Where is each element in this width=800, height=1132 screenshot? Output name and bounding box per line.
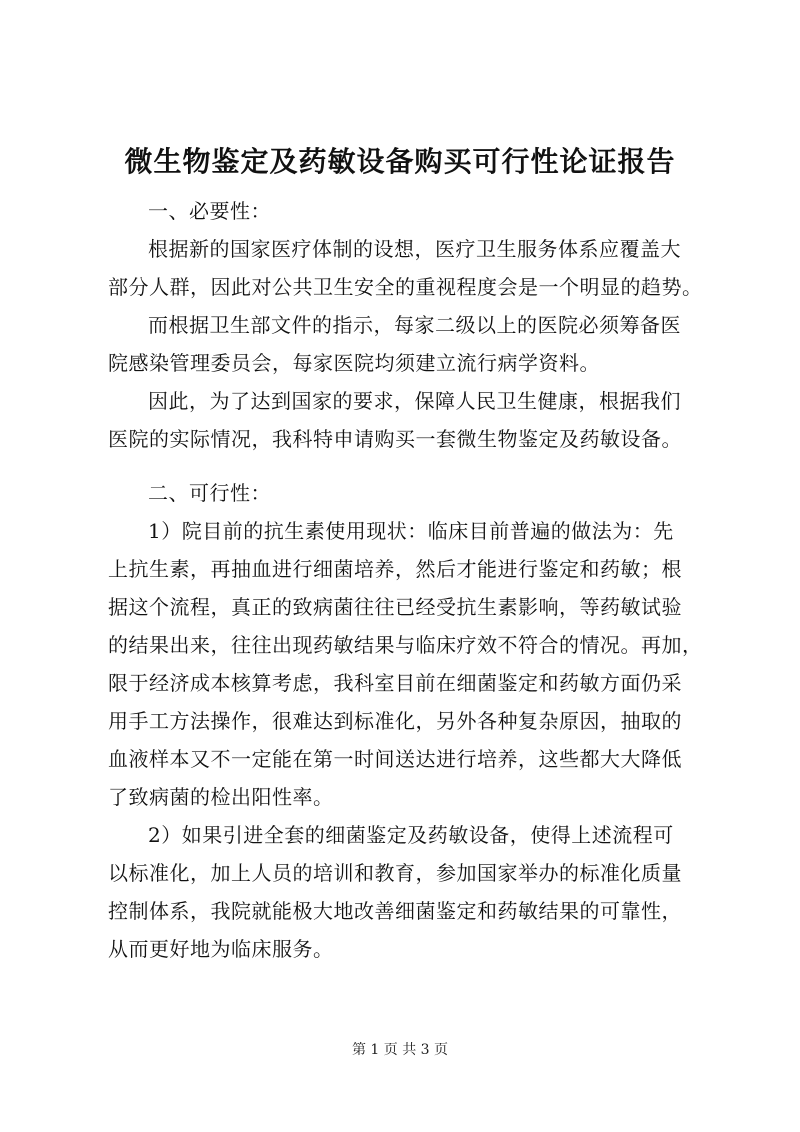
paragraph-line: 根据新的国家医疗体制的设想，医疗卫生服务体系应覆盖大 — [148, 237, 681, 261]
paragraph-line: 用手工方法操作，很难达到标准化，另外各种复杂原因，抽取的 — [108, 709, 682, 733]
page-number-footer: 第 1 页 共 3 页 — [351, 1042, 449, 1058]
paragraph-line: 血液样本又不一定能在第一时间送达进行培养，这些都大大降低 — [108, 747, 682, 771]
paragraph-line: 因此，为了达到国家的要求，保障人民卫生健康，根据我们 — [148, 389, 681, 413]
paragraph-line: 部分人群，因此对公共卫生安全的重视程度会是一个明显的趋势。 — [108, 275, 703, 299]
paragraph-feasibility-2 — [108, 816, 712, 968]
paragraph-line: 医院的实际情况，我科特申请购买一套微生物鉴定及药敏设备。 — [108, 427, 682, 451]
paragraph-line: 2）如果引进全套的细菌鉴定及药敏设备，使得上述流程可 — [148, 823, 674, 847]
paragraph-line: 而根据卫生部文件的指示，每家二级以上的医院必须筹备医 — [148, 313, 681, 337]
section-heading-feasibility: 二、可行性： — [148, 481, 271, 505]
paragraph-line: 据这个流程，真正的致病菌往往已经受抗生素影响，等药敏试验 — [108, 595, 682, 619]
paragraph-line: 院感染管理委员会，每家医院均须建立流行病学资料。 — [108, 351, 600, 375]
paragraph-line: 的结果出来，往往出现药敏结果与临床疗效不符合的情况。再加， — [108, 633, 703, 657]
paragraph-line: 限于经济成本核算考虑，我科室目前在细菌鉴定和药敏方面仍采 — [108, 671, 682, 695]
paragraph-feasibility-1 — [108, 512, 712, 816]
paragraph-line: 控制体系，我院就能极大地改善细菌鉴定和药敏结果的可靠性， — [108, 899, 682, 923]
paragraph-necessity-1 — [108, 230, 712, 306]
paragraph-line: 1）院目前的抗生素使用现状：临床目前普遍的做法为：先 — [148, 519, 674, 543]
paragraph-line: 了致病菌的检出阳性率。 — [108, 785, 334, 809]
document-title: 微生物鉴定及药敏设备购买可行性论证报告 — [124, 145, 676, 178]
paragraph-necessity-3 — [108, 382, 712, 458]
paragraph-line: 上抗生素，再抽血进行细菌培养，然后才能进行鉴定和药敏；根 — [108, 557, 682, 581]
section-heading-necessity: 一、必要性： — [148, 199, 271, 223]
paragraph-line: 以标准化，加上人员的培训和教育，参加国家举办的标准化质量 — [108, 861, 682, 885]
paragraph-line: 从而更好地为临床服务。 — [108, 937, 334, 961]
paragraph-necessity-2 — [108, 306, 712, 382]
